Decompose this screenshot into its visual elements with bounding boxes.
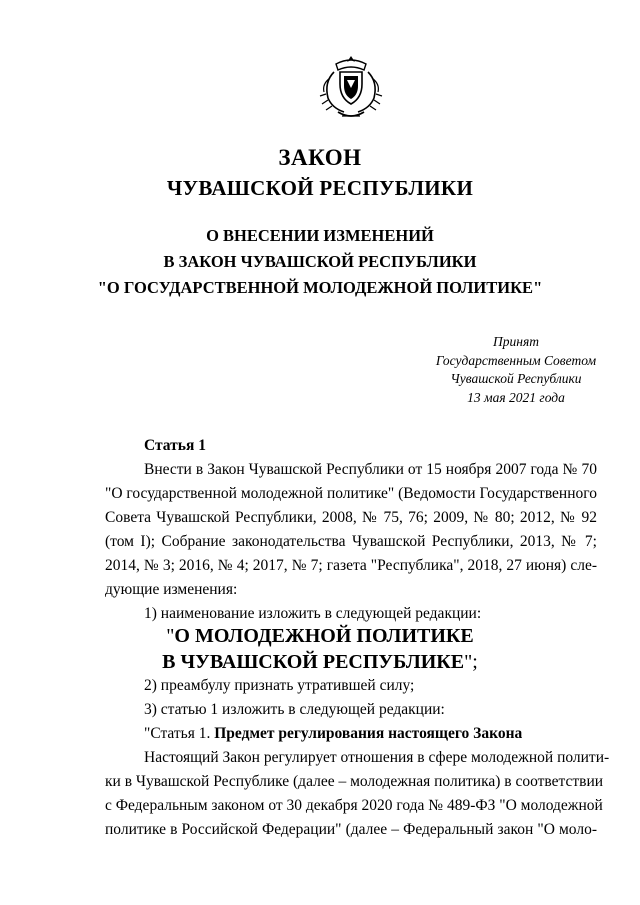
paragraph-line: ки в Чувашской Республике (далее – молодежная политика) в соответствии [105,773,604,790]
list-item: 2) преамбулу признать утратившей силу; [144,677,415,694]
new-name-text: О МОЛОДЕЖНОЙ ПОЛИТИКЕ [174,625,474,647]
adoption-line: Чувашской Республики [450,371,582,387]
law-name-line: В ЗАКОН ЧУВАШСКОЙ РЕСПУБЛИКИ [163,252,477,271]
document-type-title: ЗАКОН [278,145,362,170]
article-heading: Статья 1 [144,437,206,454]
paragraph-line: с Федеральным законом от 30 декабря 2020 года № 489-ФЗ "О молодежной [105,797,603,814]
paragraph-line: Настоящий Закон регулирует отношения в сфере молодежной полити- [144,749,610,766]
law-name-line: О ВНЕСЕНИИ ИЗМЕНЕНИЙ [206,226,434,245]
list-item: 1) наименование изложить в следующей редакции: [144,605,482,622]
paragraph-line: 2014, № 3; 2016, № 4; 2017, № 7; газета "Республика", 2018, 27 июня) сле- [105,557,597,574]
article-prefix: "Статья 1. [144,725,215,742]
quote-mark: "; [464,651,478,673]
paragraph-line: Внести в Закон Чувашской Республики от 15 ноября 2007 года № 70 [144,461,597,478]
paragraph-line: Совета Чувашской Республики, 2008, № 75, 76; 2009, № 80; 2012, № 92 [105,509,597,526]
republic-title: ЧУВАШСКОЙ РЕСПУБЛИКИ [166,176,474,200]
adoption-line: Принят [493,334,539,349]
quote-mark: " [166,625,175,647]
paragraph-line: (том I); Собрание законодательства Чувашской Республики, 2013, № 7; [105,533,597,550]
adoption-date: 13 мая 2021 года [467,390,565,406]
paragraph-line: политике в Российской Федерации" (далее – Федеральный закон "О моло- [105,821,597,838]
article-title: Предмет регулирования настоящего Закона [214,725,523,742]
list-item: 3) статью 1 изложить в следующей редакции: [144,701,445,718]
law-name-line: "О ГОСУДАРСТВЕННОЙ МОЛОДЕЖНОЙ ПОЛИТИКЕ" [97,278,543,297]
new-name-text: В ЧУВАШСКОЙ РЕСПУБЛИКЕ [162,651,465,673]
article-body-continued [105,0,610,905]
adoption-line: Государственным Советом [435,352,597,368]
paragraph-line: "О государственной молодежной политике" (Ведомости Государственного [105,485,597,502]
paragraph-line: дующие изменения: [105,581,238,598]
article-title-line [144,725,597,743]
